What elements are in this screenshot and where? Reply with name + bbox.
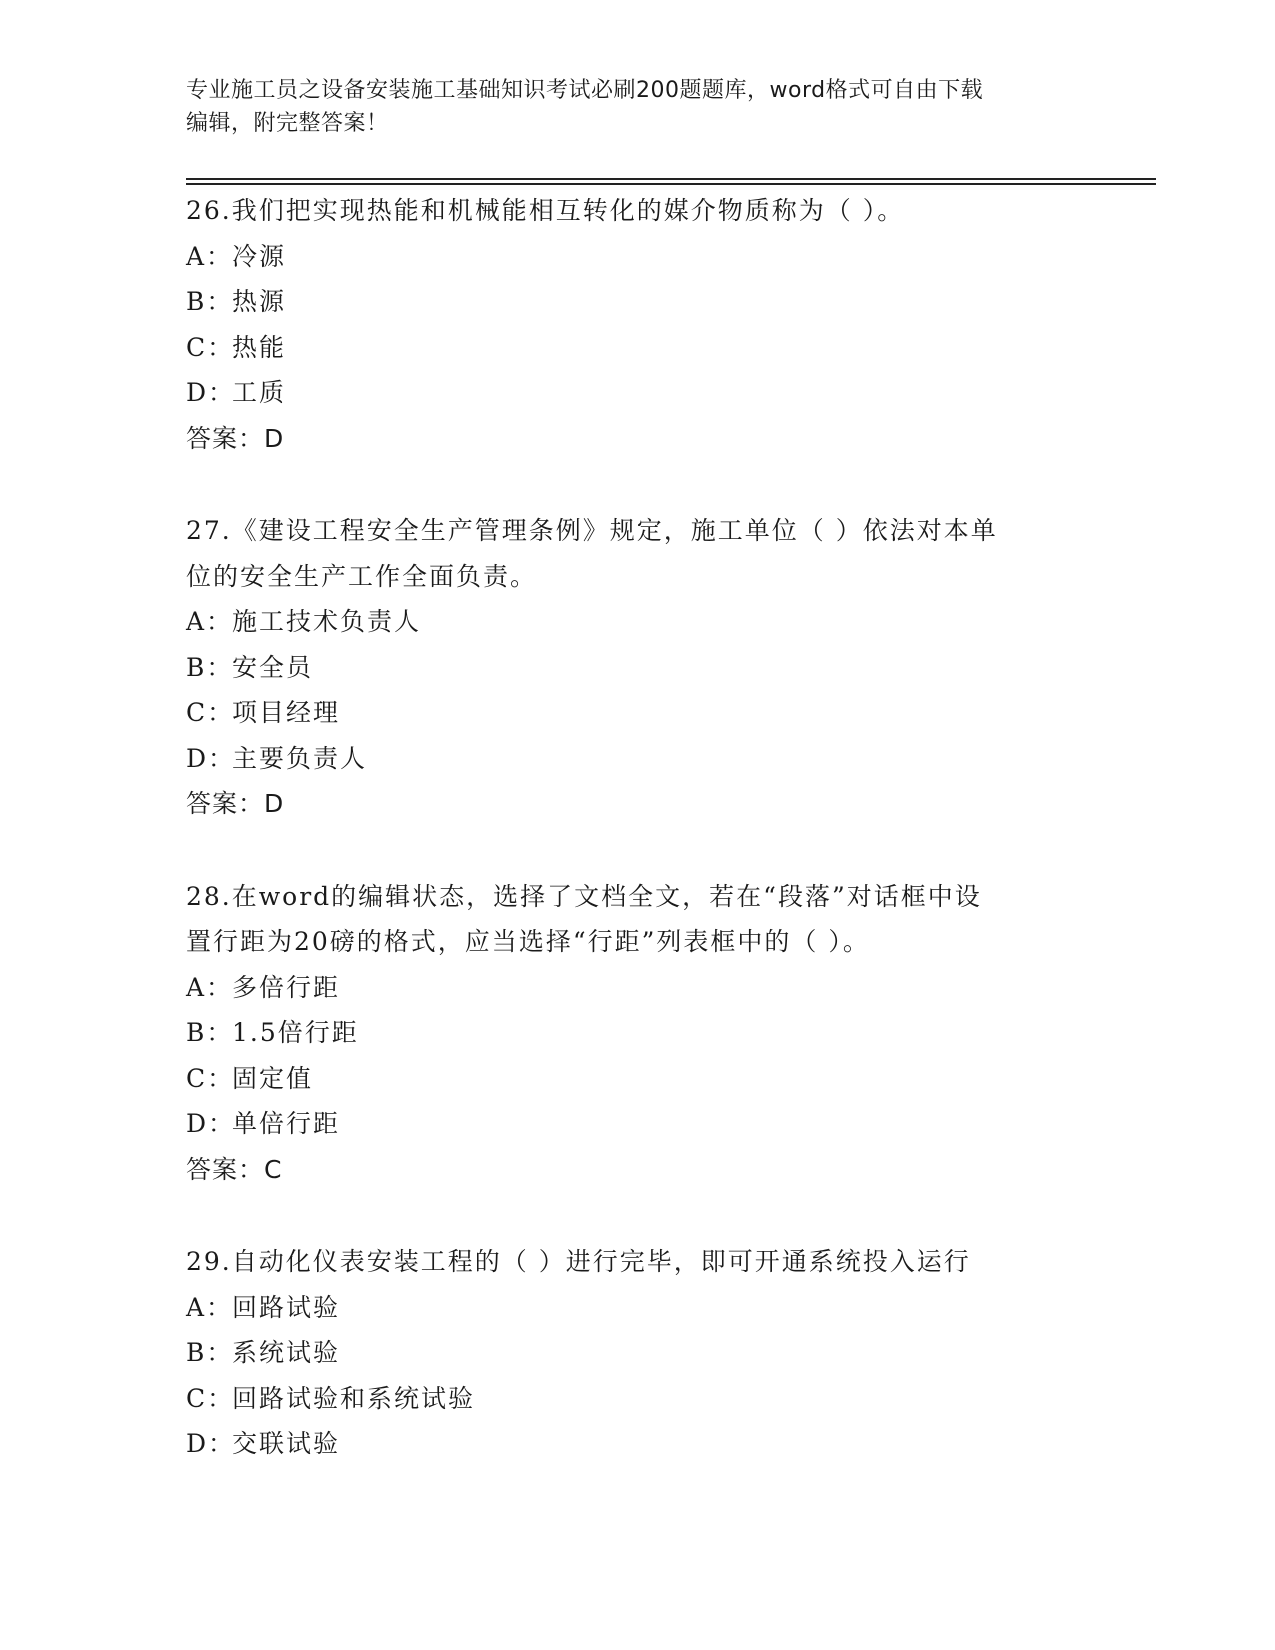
option-letter: B： bbox=[186, 287, 234, 316]
option-letter: D： bbox=[186, 1429, 236, 1458]
question-number: 28. bbox=[186, 881, 232, 911]
option-a bbox=[186, 1285, 1086, 1331]
option-text: 热能 bbox=[232, 332, 287, 362]
option-letter: C： bbox=[186, 698, 235, 727]
question-stem-continued bbox=[186, 919, 1086, 965]
option-text: 单倍行距 bbox=[232, 1109, 341, 1138]
option-a bbox=[186, 599, 1086, 645]
question-text: 《建设工程安全生产管理条例》规定，施工单位（ ）依法对本单 bbox=[231, 516, 998, 545]
option-text: 1.5倍行距 bbox=[232, 1018, 359, 1047]
answer-label: 答案： bbox=[186, 789, 265, 818]
header-line-1: 专业施工员之设备安装施工基础知识考试必刷200题题库，word格式可自由下载 bbox=[186, 78, 984, 103]
answer-value: C bbox=[264, 1154, 283, 1184]
question-29 bbox=[186, 1239, 1086, 1467]
option-letter: B： bbox=[186, 1338, 234, 1367]
option-text: 热源 bbox=[232, 287, 287, 316]
question-stem bbox=[186, 874, 1086, 920]
answer-label: 答案： bbox=[186, 1154, 265, 1184]
option-a bbox=[186, 965, 1086, 1011]
question-28 bbox=[186, 874, 1086, 1193]
option-text: 冷源 bbox=[232, 241, 287, 271]
header-divider-bottom bbox=[186, 183, 1156, 185]
question-text: 置行距为20磅的格式，应当选择“行距”列表框中的（ ）。 bbox=[186, 927, 870, 956]
question-27 bbox=[186, 508, 1086, 827]
option-text: 安全员 bbox=[232, 652, 314, 682]
option-a bbox=[186, 234, 1086, 280]
option-text: 项目经理 bbox=[232, 698, 341, 727]
option-letter: A： bbox=[186, 972, 234, 1002]
option-text: 交联试验 bbox=[232, 1429, 341, 1458]
option-text: 工质 bbox=[232, 378, 287, 407]
option-c bbox=[186, 690, 1086, 736]
option-c bbox=[186, 1376, 1086, 1422]
option-b bbox=[186, 279, 1086, 325]
option-letter: B： bbox=[186, 652, 234, 682]
option-letter: C： bbox=[186, 1063, 235, 1093]
option-b bbox=[186, 1010, 1086, 1056]
question-text: 自动化仪表安装工程的（ ）进行完毕，即可开通系统投入运行 bbox=[231, 1247, 971, 1276]
option-text: 固定值 bbox=[232, 1063, 314, 1093]
option-letter: A： bbox=[186, 1292, 234, 1322]
question-text: 我们把实现热能和机械能相互转化的媒介物质称为（ ）。 bbox=[231, 196, 905, 225]
option-letter: A： bbox=[186, 607, 234, 636]
option-text: 主要负责人 bbox=[232, 743, 368, 773]
question-text: 位的安全生产工作全面负责。 bbox=[186, 561, 538, 591]
option-letter: D： bbox=[186, 1109, 236, 1138]
document-header bbox=[186, 74, 1086, 140]
option-text: 系统试验 bbox=[232, 1338, 341, 1367]
option-b bbox=[186, 645, 1086, 691]
answer-line bbox=[186, 416, 1086, 462]
option-d bbox=[186, 736, 1086, 782]
option-d bbox=[186, 1421, 1086, 1467]
option-letter: C： bbox=[186, 1383, 235, 1413]
option-text: 施工技术负责人 bbox=[232, 607, 422, 636]
question-stem bbox=[186, 188, 1086, 234]
option-text: 回路试验 bbox=[232, 1292, 341, 1322]
option-letter: C： bbox=[186, 332, 235, 362]
option-letter: D： bbox=[186, 378, 236, 407]
option-c bbox=[186, 1056, 1086, 1102]
answer-value: D bbox=[264, 423, 285, 453]
question-text: 在word的编辑状态，选择了文档全文，若在“段落”对话框中设 bbox=[231, 881, 982, 911]
option-letter: A： bbox=[186, 241, 234, 271]
option-letter: D： bbox=[186, 743, 236, 773]
answer-line bbox=[186, 1147, 1086, 1193]
option-letter: B： bbox=[186, 1018, 234, 1047]
header-divider-top bbox=[186, 178, 1156, 180]
option-text: 多倍行距 bbox=[232, 972, 341, 1002]
question-stem bbox=[186, 508, 1086, 554]
header-line-2: 编辑，附完整答案！ bbox=[186, 111, 389, 136]
option-d bbox=[186, 370, 1086, 416]
option-d bbox=[186, 1101, 1086, 1147]
option-text: 回路试验和系统试验 bbox=[232, 1383, 476, 1413]
option-b bbox=[186, 1330, 1086, 1376]
option-c bbox=[186, 325, 1086, 371]
question-26 bbox=[186, 188, 1086, 461]
question-list bbox=[186, 188, 1086, 1467]
answer-value: D bbox=[264, 789, 285, 818]
answer-line bbox=[186, 781, 1086, 827]
question-number: 27. bbox=[186, 516, 232, 545]
question-number: 26. bbox=[186, 196, 232, 225]
question-number: 29. bbox=[186, 1247, 232, 1276]
question-stem bbox=[186, 1239, 1086, 1285]
answer-label: 答案： bbox=[186, 423, 265, 453]
question-stem-continued bbox=[186, 554, 1086, 600]
